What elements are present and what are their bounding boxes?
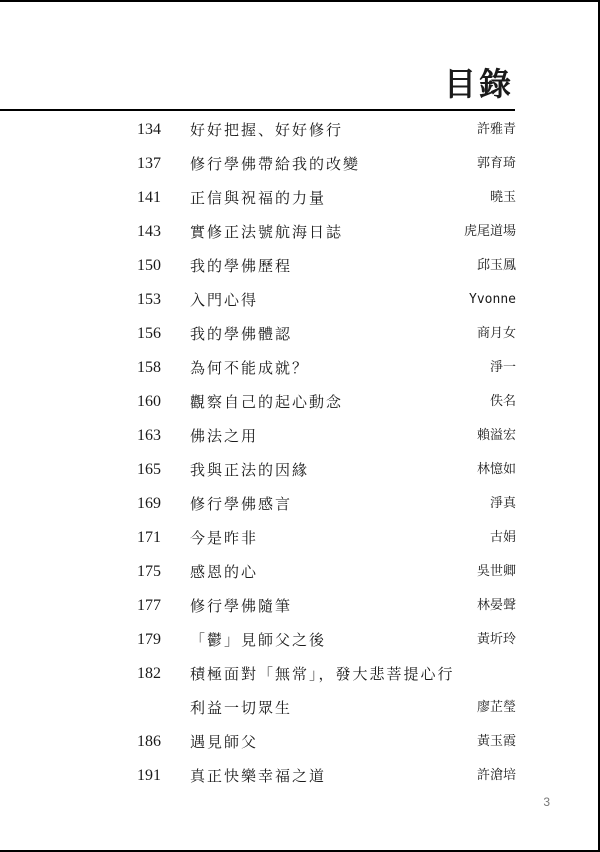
toc-title: 我與正法的因緣 <box>190 461 310 479</box>
toc-author: 曉玉 <box>489 190 516 205</box>
toc-author: 許雅青 <box>476 122 516 137</box>
toc-page-number: 175 <box>137 563 161 580</box>
toc-title: 正信與祝福的力量 <box>190 189 327 207</box>
toc-page-number: 165 <box>137 461 161 478</box>
toc-entry <box>0 113 600 147</box>
toc-author: 黃玉霞 <box>476 734 516 749</box>
toc-title: 修行學佛感言 <box>190 495 293 513</box>
toc-entry <box>0 181 600 215</box>
toc-page-number: 158 <box>137 359 161 376</box>
toc-page-number: 134 <box>137 121 161 138</box>
toc-entry <box>0 657 600 691</box>
toc-author: 廖芷瑩 <box>476 700 516 715</box>
toc-entry <box>0 419 600 453</box>
toc-entry <box>0 759 600 793</box>
toc-page-number: 186 <box>137 733 161 750</box>
toc-page-number: 182 <box>137 665 161 682</box>
toc-title: 遇見師父 <box>190 733 259 751</box>
toc-page-number: 153 <box>137 291 161 308</box>
toc-entry <box>0 589 600 623</box>
toc-entry <box>0 249 600 283</box>
toc-author: 邱玉鳳 <box>476 258 516 273</box>
page-number: 3 <box>543 795 550 809</box>
toc-author: 古娟 <box>489 530 516 545</box>
toc-title: 為何不能成就？ <box>190 359 310 377</box>
toc-entry <box>0 555 600 589</box>
toc-author: 許滄培 <box>476 768 516 783</box>
toc-page-number: 169 <box>137 495 161 512</box>
toc-page-number: 143 <box>137 223 161 240</box>
toc-page-number: 179 <box>137 631 161 648</box>
toc-title: 我的學佛歷程 <box>190 257 293 275</box>
toc-author: 黃圻玲 <box>476 632 516 647</box>
toc-author: 郭育琦 <box>476 156 516 171</box>
toc-author: Yvonne <box>469 292 516 307</box>
table-of-contents <box>0 113 600 793</box>
toc-entry <box>0 317 600 351</box>
toc-title: 佛法之用 <box>190 427 259 445</box>
toc-author: 淨真 <box>489 496 516 511</box>
toc-entry-continuation <box>0 691 600 725</box>
toc-page-number: 191 <box>137 767 161 784</box>
toc-entry <box>0 623 600 657</box>
toc-title: 利益一切眾生 <box>190 699 293 717</box>
toc-title: 積極面對「無常」，發大悲菩提心行 <box>190 665 455 683</box>
toc-entry <box>0 521 600 555</box>
toc-page-number: 137 <box>137 155 161 172</box>
toc-author: 佚名 <box>489 394 516 409</box>
toc-page-number: 160 <box>137 393 161 410</box>
toc-entry <box>0 453 600 487</box>
toc-author: 虎尾道場 <box>463 224 516 239</box>
toc-entry <box>0 725 600 759</box>
toc-author: 林晏聲 <box>476 598 516 613</box>
toc-title: 感恩的心 <box>190 563 259 581</box>
toc-author: 淨一 <box>489 360 516 375</box>
toc-title: 真正快樂幸福之道 <box>190 767 327 785</box>
toc-entry <box>0 147 600 181</box>
toc-title: 入門心得 <box>190 291 259 309</box>
page-title: 目錄 <box>443 65 514 103</box>
title-rule <box>0 109 515 111</box>
toc-entry <box>0 487 600 521</box>
toc-entry <box>0 351 600 385</box>
toc-entry <box>0 215 600 249</box>
toc-page-number: 177 <box>137 597 161 614</box>
toc-page-number: 163 <box>137 427 161 444</box>
toc-author: 賴溢宏 <box>476 428 516 443</box>
toc-page-number: 171 <box>137 529 161 546</box>
toc-title: 觀察自己的起心動念 <box>190 393 344 411</box>
toc-title: 「鬱」見師父之後 <box>190 631 327 649</box>
toc-title: 今是昨非 <box>190 529 259 547</box>
toc-author: 吳世卿 <box>476 564 516 579</box>
toc-title: 我的學佛體認 <box>190 325 293 343</box>
toc-page-number: 150 <box>137 257 161 274</box>
toc-title: 修行學佛帶給我的改變 <box>190 155 361 173</box>
page-border-top <box>0 0 600 2</box>
toc-page-number: 141 <box>137 189 161 206</box>
toc-entry <box>0 283 600 317</box>
toc-title: 好好把握、好好修行 <box>190 121 344 139</box>
toc-title: 實修正法號航海日誌 <box>190 223 344 241</box>
toc-page-number: 156 <box>137 325 161 342</box>
toc-title: 修行學佛隨筆 <box>190 597 293 615</box>
toc-author: 林憶如 <box>476 462 516 477</box>
toc-author: 商月女 <box>476 326 516 341</box>
toc-entry <box>0 385 600 419</box>
